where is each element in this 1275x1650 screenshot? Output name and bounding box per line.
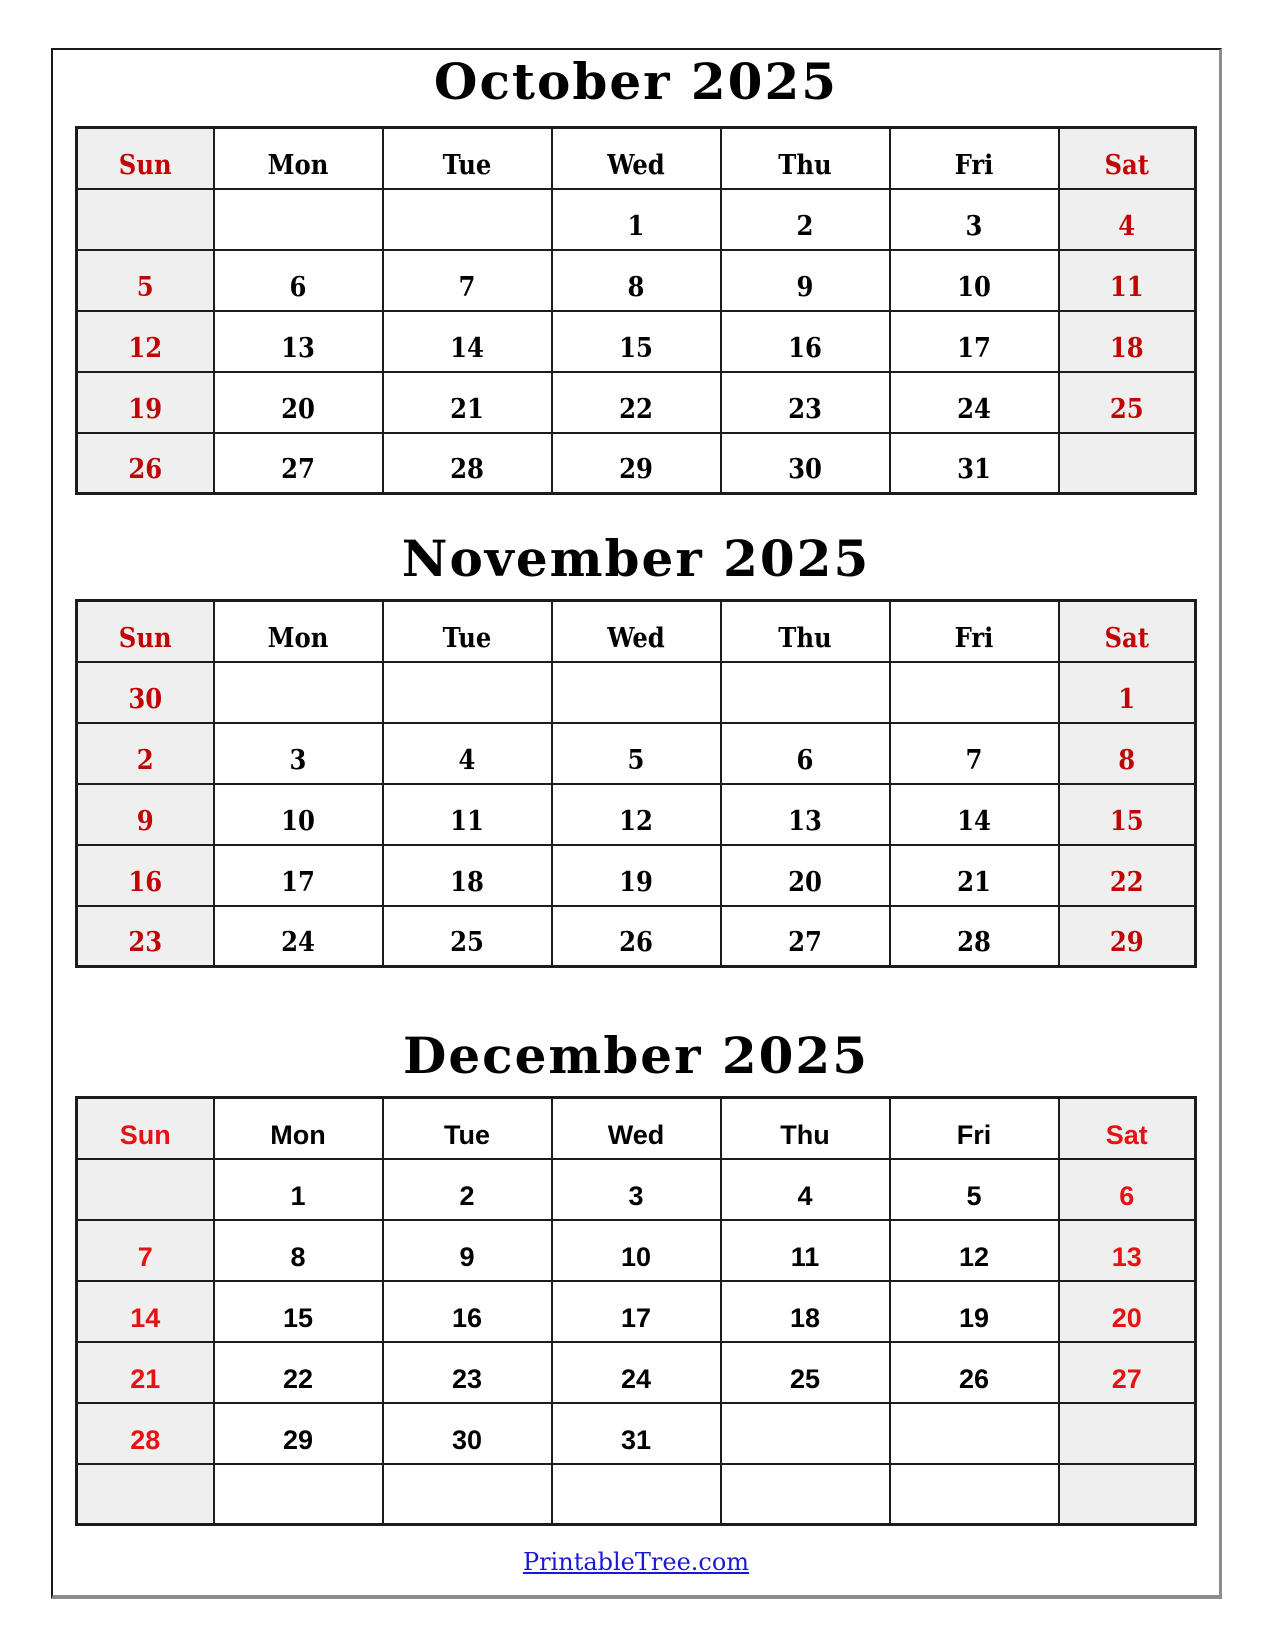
- day-cell: 12: [552, 784, 721, 845]
- day-cell: 31: [890, 433, 1059, 494]
- day-cell-empty: [77, 1464, 214, 1525]
- day-cell: 9: [383, 1220, 552, 1281]
- day-cell: 6: [721, 723, 890, 784]
- day-cell: 2: [721, 189, 890, 250]
- day-cell: 18: [1059, 311, 1196, 372]
- day-cell-empty: [214, 189, 383, 250]
- day-cell-empty: [214, 1464, 383, 1525]
- day-cell: 4: [1059, 189, 1196, 250]
- weekday-header-wed: Wed: [552, 601, 721, 662]
- week-row: [77, 433, 1196, 494]
- weekday-header-sun: Sun: [77, 601, 214, 662]
- weekday-header-sat: Sat: [1059, 1098, 1196, 1159]
- day-cell: 28: [77, 1403, 214, 1464]
- day-cell: 2: [383, 1159, 552, 1220]
- day-cell: 19: [552, 845, 721, 906]
- day-cell: 30: [721, 433, 890, 494]
- day-cell: 17: [214, 845, 383, 906]
- day-cell: 15: [214, 1281, 383, 1342]
- day-cell-empty: [383, 1464, 552, 1525]
- weekday-header-tue: Tue: [383, 1098, 552, 1159]
- day-cell: 24: [890, 372, 1059, 433]
- weekday-header-fri: Fri: [890, 128, 1059, 189]
- week-row: [77, 723, 1196, 784]
- day-cell-empty: [890, 1464, 1059, 1525]
- day-cell: 13: [1059, 1220, 1196, 1281]
- day-cell: 30: [77, 662, 214, 723]
- month-title: November 2025: [401, 529, 871, 588]
- weekday-header-sat: Sat: [1059, 128, 1196, 189]
- day-cell-empty: [1059, 433, 1196, 494]
- day-cell: 16: [383, 1281, 552, 1342]
- weekday-header-sun: Sun: [77, 1098, 214, 1159]
- day-cell: 27: [721, 906, 890, 967]
- day-cell: 23: [721, 372, 890, 433]
- day-cell: 29: [214, 1403, 383, 1464]
- day-cell: 3: [214, 723, 383, 784]
- day-cell-empty: [552, 662, 721, 723]
- day-cell: 19: [77, 372, 214, 433]
- calendar-months: [53, 54, 1219, 1526]
- month-calendar: [53, 1028, 1219, 1526]
- month-calendar: [53, 54, 1219, 495]
- day-cell: 15: [1059, 784, 1196, 845]
- day-cell: 7: [383, 250, 552, 311]
- day-cell: 18: [721, 1281, 890, 1342]
- day-cell: 11: [1059, 250, 1196, 311]
- day-cell: 20: [721, 845, 890, 906]
- week-row: [77, 1220, 1196, 1281]
- day-cell-empty: [890, 662, 1059, 723]
- printabletree-link[interactable]: PrintableTree.com: [522, 1548, 750, 1576]
- week-row: [77, 784, 1196, 845]
- weekday-header-tue: Tue: [383, 128, 552, 189]
- day-cell: 19: [890, 1281, 1059, 1342]
- day-cell-empty: [721, 1464, 890, 1525]
- weekday-header-fri: Fri: [890, 1098, 1059, 1159]
- day-cell: 1: [1059, 662, 1196, 723]
- day-cell-empty: [552, 1464, 721, 1525]
- day-cell: 26: [890, 1342, 1059, 1403]
- week-row: [77, 1464, 1196, 1525]
- day-cell: 27: [214, 433, 383, 494]
- day-cell: 12: [77, 311, 214, 372]
- day-cell-empty: [890, 1403, 1059, 1464]
- day-cell: 10: [214, 784, 383, 845]
- weekday-header-thu: Thu: [721, 128, 890, 189]
- day-cell: 16: [721, 311, 890, 372]
- day-cell: 21: [383, 372, 552, 433]
- day-cell-empty: [77, 189, 214, 250]
- day-cell: 5: [552, 723, 721, 784]
- weekday-header-fri: Fri: [890, 601, 1059, 662]
- day-cell: 10: [552, 1220, 721, 1281]
- month-title: December 2025: [402, 1026, 869, 1085]
- day-cell: 31: [552, 1403, 721, 1464]
- month-title: October 2025: [433, 52, 839, 111]
- week-row: [77, 1403, 1196, 1464]
- weekday-header-mon: Mon: [214, 601, 383, 662]
- day-cell: 8: [1059, 723, 1196, 784]
- day-cell: 14: [890, 784, 1059, 845]
- day-cell: 11: [383, 784, 552, 845]
- day-cell: 20: [1059, 1281, 1196, 1342]
- day-cell-empty: [383, 189, 552, 250]
- day-cell: 28: [890, 906, 1059, 967]
- week-row: [77, 845, 1196, 906]
- day-cell: 30: [383, 1403, 552, 1464]
- weekday-header-sat: Sat: [1059, 601, 1196, 662]
- day-cell-empty: [721, 662, 890, 723]
- weekday-header-wed: Wed: [552, 128, 721, 189]
- day-cell: 14: [383, 311, 552, 372]
- day-cell: 21: [77, 1342, 214, 1403]
- weekday-header-tue: Tue: [383, 601, 552, 662]
- week-row: [77, 906, 1196, 967]
- day-cell: 4: [721, 1159, 890, 1220]
- week-row: [77, 311, 1196, 372]
- day-cell: 21: [890, 845, 1059, 906]
- day-cell: 7: [890, 723, 1059, 784]
- week-row: [77, 1281, 1196, 1342]
- month-table: [75, 599, 1197, 968]
- day-cell: 9: [721, 250, 890, 311]
- day-cell: 10: [890, 250, 1059, 311]
- day-cell-empty: [77, 1159, 214, 1220]
- day-cell: 8: [214, 1220, 383, 1281]
- weekday-header-mon: Mon: [214, 1098, 383, 1159]
- day-cell: 11: [721, 1220, 890, 1281]
- week-row: [77, 189, 1196, 250]
- week-row: [77, 250, 1196, 311]
- weekday-header-wed: Wed: [552, 1098, 721, 1159]
- week-row: [77, 372, 1196, 433]
- day-cell: 2: [77, 723, 214, 784]
- month-table: [75, 126, 1197, 495]
- month-calendar: [53, 531, 1219, 968]
- day-cell: 23: [383, 1342, 552, 1403]
- day-cell-empty: [1059, 1464, 1196, 1525]
- day-cell: 26: [77, 433, 214, 494]
- day-cell: 25: [1059, 372, 1196, 433]
- day-cell: 18: [383, 845, 552, 906]
- day-cell: 6: [214, 250, 383, 311]
- week-row: [77, 1159, 1196, 1220]
- day-cell: 17: [890, 311, 1059, 372]
- day-cell: 27: [1059, 1342, 1196, 1403]
- day-cell-empty: [1059, 1403, 1196, 1464]
- weekday-header-mon: Mon: [214, 128, 383, 189]
- week-row: [77, 1342, 1196, 1403]
- day-cell: 25: [383, 906, 552, 967]
- day-cell: 24: [552, 1342, 721, 1403]
- day-cell: 9: [77, 784, 214, 845]
- weekday-header-thu: Thu: [721, 601, 890, 662]
- day-cell: 23: [77, 906, 214, 967]
- day-cell: 6: [1059, 1159, 1196, 1220]
- day-cell: 28: [383, 433, 552, 494]
- day-cell: 29: [1059, 906, 1196, 967]
- day-cell: 29: [552, 433, 721, 494]
- day-cell-empty: [383, 662, 552, 723]
- day-cell: 22: [552, 372, 721, 433]
- month-table: [75, 1096, 1197, 1526]
- day-cell: 22: [214, 1342, 383, 1403]
- day-cell: 17: [552, 1281, 721, 1342]
- day-cell: 4: [383, 723, 552, 784]
- day-cell: 12: [890, 1220, 1059, 1281]
- day-cell: 5: [77, 250, 214, 311]
- day-cell: 8: [552, 250, 721, 311]
- day-cell: 14: [77, 1281, 214, 1342]
- day-cell-empty: [214, 662, 383, 723]
- day-cell: 26: [552, 906, 721, 967]
- day-cell: 25: [721, 1342, 890, 1403]
- weekday-header-thu: Thu: [721, 1098, 890, 1159]
- day-cell: 7: [77, 1220, 214, 1281]
- calendar-page: [51, 48, 1222, 1599]
- day-cell-empty: [721, 1403, 890, 1464]
- day-cell: 16: [77, 845, 214, 906]
- day-cell: 24: [214, 906, 383, 967]
- day-cell: 15: [552, 311, 721, 372]
- day-cell: 22: [1059, 845, 1196, 906]
- day-cell: 5: [890, 1159, 1059, 1220]
- day-cell: 1: [552, 189, 721, 250]
- week-row: [77, 662, 1196, 723]
- day-cell: 13: [214, 311, 383, 372]
- day-cell: 3: [552, 1159, 721, 1220]
- day-cell: 20: [214, 372, 383, 433]
- day-cell: 13: [721, 784, 890, 845]
- footer: [53, 1548, 1219, 1576]
- day-cell: 1: [214, 1159, 383, 1220]
- day-cell: 3: [890, 189, 1059, 250]
- weekday-header-sun: Sun: [77, 128, 214, 189]
